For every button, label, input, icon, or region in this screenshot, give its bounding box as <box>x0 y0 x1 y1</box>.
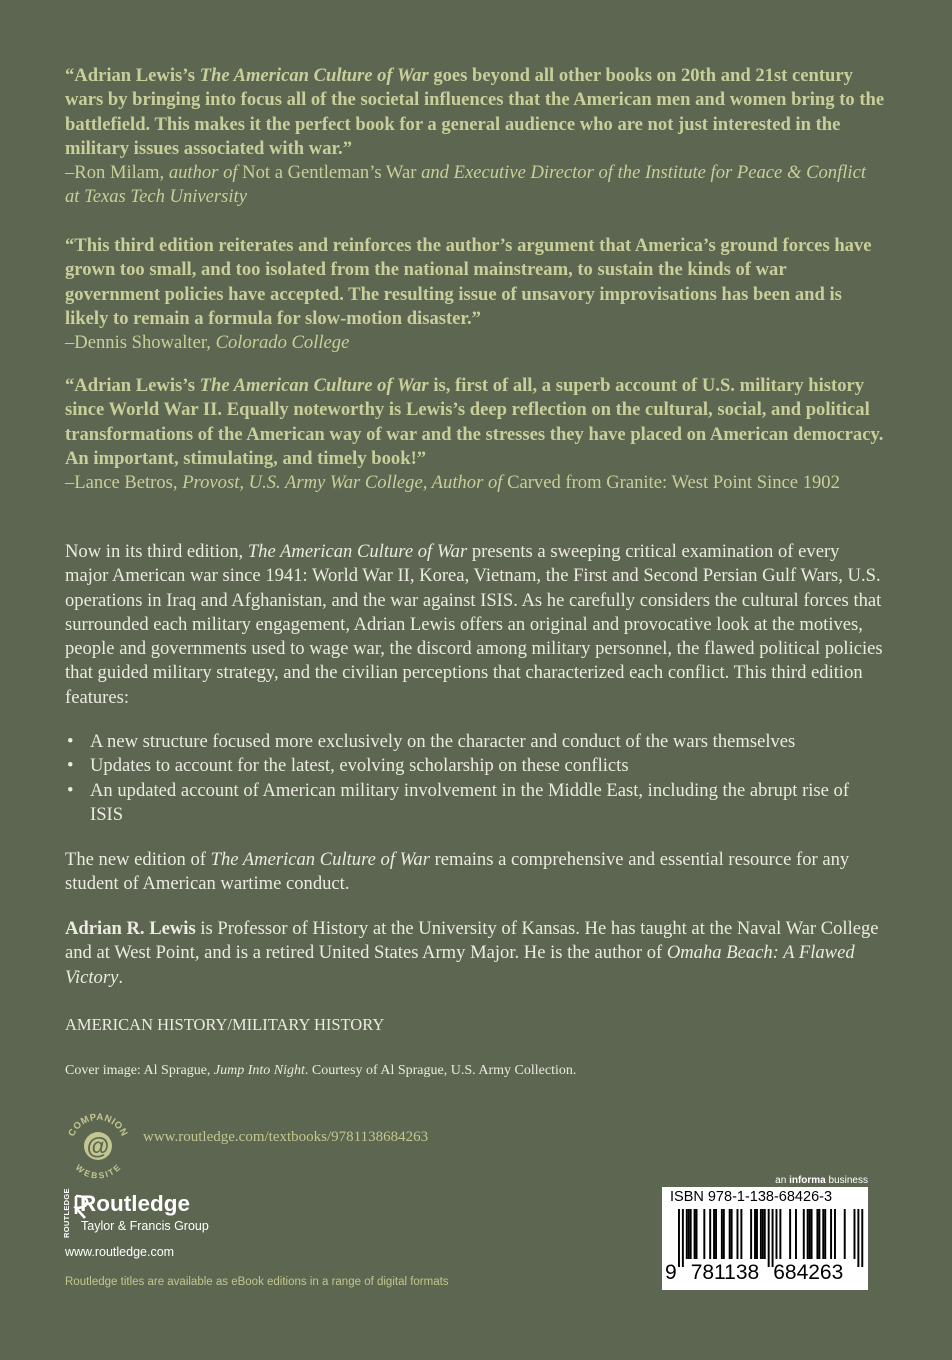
barcode-bar <box>854 1209 856 1259</box>
barcode-bar <box>703 1209 705 1259</box>
barcode-bar <box>816 1209 818 1259</box>
barcode-bar <box>834 1209 836 1259</box>
ebook-note: Routledge titles are available as eBook editions in a range of digital formats <box>65 1276 449 1288</box>
publisher-group: Taylor & Francis Group <box>81 1219 209 1233</box>
book-description: Now in its third edition, The American Culture of War presents a sweeping critical examination of every major American war since 1941: World War II, Korea, Vietnam, the First and Second Persian Gulf Wars, U.S. operations in Iraq and Afghanistan, and the war against ISIS. As he carefully considers the cultural forces that surrounded each military engagement, Adrian Lewis offers an original and provocative look at the motives, people and governments used to wage war, the discord among military personnel, the flawed political policies that guided military strategy, and the civilian perceptions that characterized each conflict. This third edition features: <box>65 541 883 708</box>
barcode-bar <box>750 1209 752 1259</box>
barcode-bar <box>822 1209 824 1259</box>
svg-text:ROUTLEDGE: ROUTLEDGE <box>62 1188 71 1238</box>
svg-text:WEBSITE: WEBSITE <box>73 1162 123 1180</box>
barcode-bar <box>723 1209 725 1259</box>
barcode-bar <box>678 1209 680 1267</box>
barcode-bar <box>686 1209 688 1259</box>
isbn-barcode <box>662 1187 868 1290</box>
barcode-bar <box>709 1209 711 1259</box>
barcode-bar <box>731 1209 733 1259</box>
barcode-bar <box>809 1209 811 1259</box>
barcode-bar <box>694 1209 696 1259</box>
barcode-bar <box>789 1209 791 1259</box>
barcode-bar <box>764 1209 766 1259</box>
cover-credit: Cover image: Al Sprague, Jump Into Night. Courtesy of Al Sprague, U.S. Army Collection. <box>65 1063 577 1078</box>
feature-item: • An updated account of American military involvement in the Middle East, including the abrupt rise of ISIS <box>65 779 885 828</box>
publisher-website[interactable]: www.routledge.com <box>65 1245 175 1259</box>
barcode-bar <box>861 1209 863 1267</box>
barcode-bar <box>690 1209 692 1259</box>
barcode-bar <box>844 1209 846 1259</box>
companion-website-badge-icon <box>62 1108 134 1180</box>
feature-list <box>65 730 885 827</box>
barcode-bar <box>776 1209 778 1259</box>
author-name: Adrian R. Lewis <box>65 918 196 939</box>
barcode-bar <box>754 1209 756 1259</box>
barcode-bar <box>756 1209 758 1259</box>
publisher-name: Routledge <box>80 1191 190 1216</box>
barcode-bar <box>803 1209 805 1259</box>
feature-item: • A new structure focused more exclusively on the character and conduct of the wars themselves <box>65 730 885 754</box>
isbn-label: ISBN 978-1-138-68426-3 <box>670 1189 833 1205</box>
endorsement-quote-1: “Adrian Lewis’s The American Culture of War goes beyond all other books on 20th and 21st century wars by bringing into focus all of the societal influences that the American men and women bring to the battlefield. This makes it the perfect book for a general audience who are not just interested in the military issues associated with war.” –Ron Milam, author of Not a Gentleman’s War and Executive Director of the Institute for Peace & Conflict at Texas Tech University <box>65 65 885 208</box>
barcode-icon <box>666 1209 864 1265</box>
companion-website-link[interactable]: www.routledge.com/textbooks/9781138684263 <box>143 1129 429 1145</box>
barcode-bar <box>807 1209 809 1259</box>
barcode-bar <box>688 1209 690 1259</box>
barcode-bar <box>824 1209 826 1259</box>
endorsement-quote-2: “This third edition reiterates and reinforces the author’s argument that America’s ground forces have grown too small, and too isolated from the national mainstream, to sustain the kinds of war government policies have accepted. The resulting issue of unsavory improvisations has been and is likely to remain a formula for slow-motion disaster.” –Dennis Showalter, Colorado College <box>65 235 872 354</box>
barcode-bar <box>811 1209 813 1259</box>
quote-attribution: –Dennis Showalter, Colorado College <box>65 332 350 354</box>
svg-text:COMPANION: COMPANION <box>66 1111 130 1139</box>
quote-attribution: –Lance Betros, Provost, U.S. Army War College, Author of Carved from Granite: West Point Since 1902 <box>65 472 840 494</box>
barcode-bar <box>696 1209 698 1259</box>
barcode-bar <box>729 1209 731 1259</box>
barcode-bar <box>830 1209 832 1259</box>
svg-text:@: @ <box>86 1133 110 1159</box>
barcode-digits: 9 781138 684263 <box>665 1261 844 1284</box>
barcode-bar <box>715 1209 717 1259</box>
barcode-bar <box>768 1209 770 1267</box>
barcode-bar <box>740 1209 742 1259</box>
author-bio: Adrian R. Lewis is Professor of History at the University of Kansas. He has taught at the Naval War College and at West Point, and is a retired United States Army Major. He is the author of Omaha Beach: A Flawed Victory. <box>65 918 879 988</box>
barcode-bar <box>721 1209 723 1259</box>
barcode-bar <box>762 1209 764 1259</box>
quote-attribution: –Ron Milam, author of Not a Gentleman’s War and Executive Director of the Institute for Peace & Conflict at Texas Tech University <box>65 162 866 208</box>
barcode-bar <box>713 1209 715 1259</box>
barcode-bar <box>760 1209 762 1259</box>
barcode-bar <box>682 1209 684 1267</box>
barcode-bar <box>737 1209 739 1259</box>
informa-business-label: an informa business <box>775 1175 868 1186</box>
barcode-bar <box>818 1209 820 1259</box>
barcode-bar <box>779 1209 781 1259</box>
barcode-bar <box>795 1209 797 1259</box>
barcode-bar <box>772 1209 774 1267</box>
subject-category: AMERICAN HISTORY/MILITARY HISTORY <box>65 1015 385 1034</box>
closing-paragraph: The new edition of The American Culture of War remains a comprehensive and essential resource for any student of American wartime conduct. <box>65 849 850 895</box>
endorsement-quote-3: “Adrian Lewis’s The American Culture of War is, first of all, a superb account of U.S. military history since World War II. Equally noteworthy is Lewis’s deep reflection on the cultural, social, and political transformations of the American way of war and the stresses they have placed on American democracy. An important, stimulating, and timely book!” –Lance Betros, Provost, U.S. Army War College, Author of Carved from Granite: West Point Since 1902 <box>65 375 884 494</box>
barcode-bar <box>857 1209 859 1267</box>
feature-item: • Updates to account for the latest, evolving scholarship on these conflicts <box>65 754 885 778</box>
